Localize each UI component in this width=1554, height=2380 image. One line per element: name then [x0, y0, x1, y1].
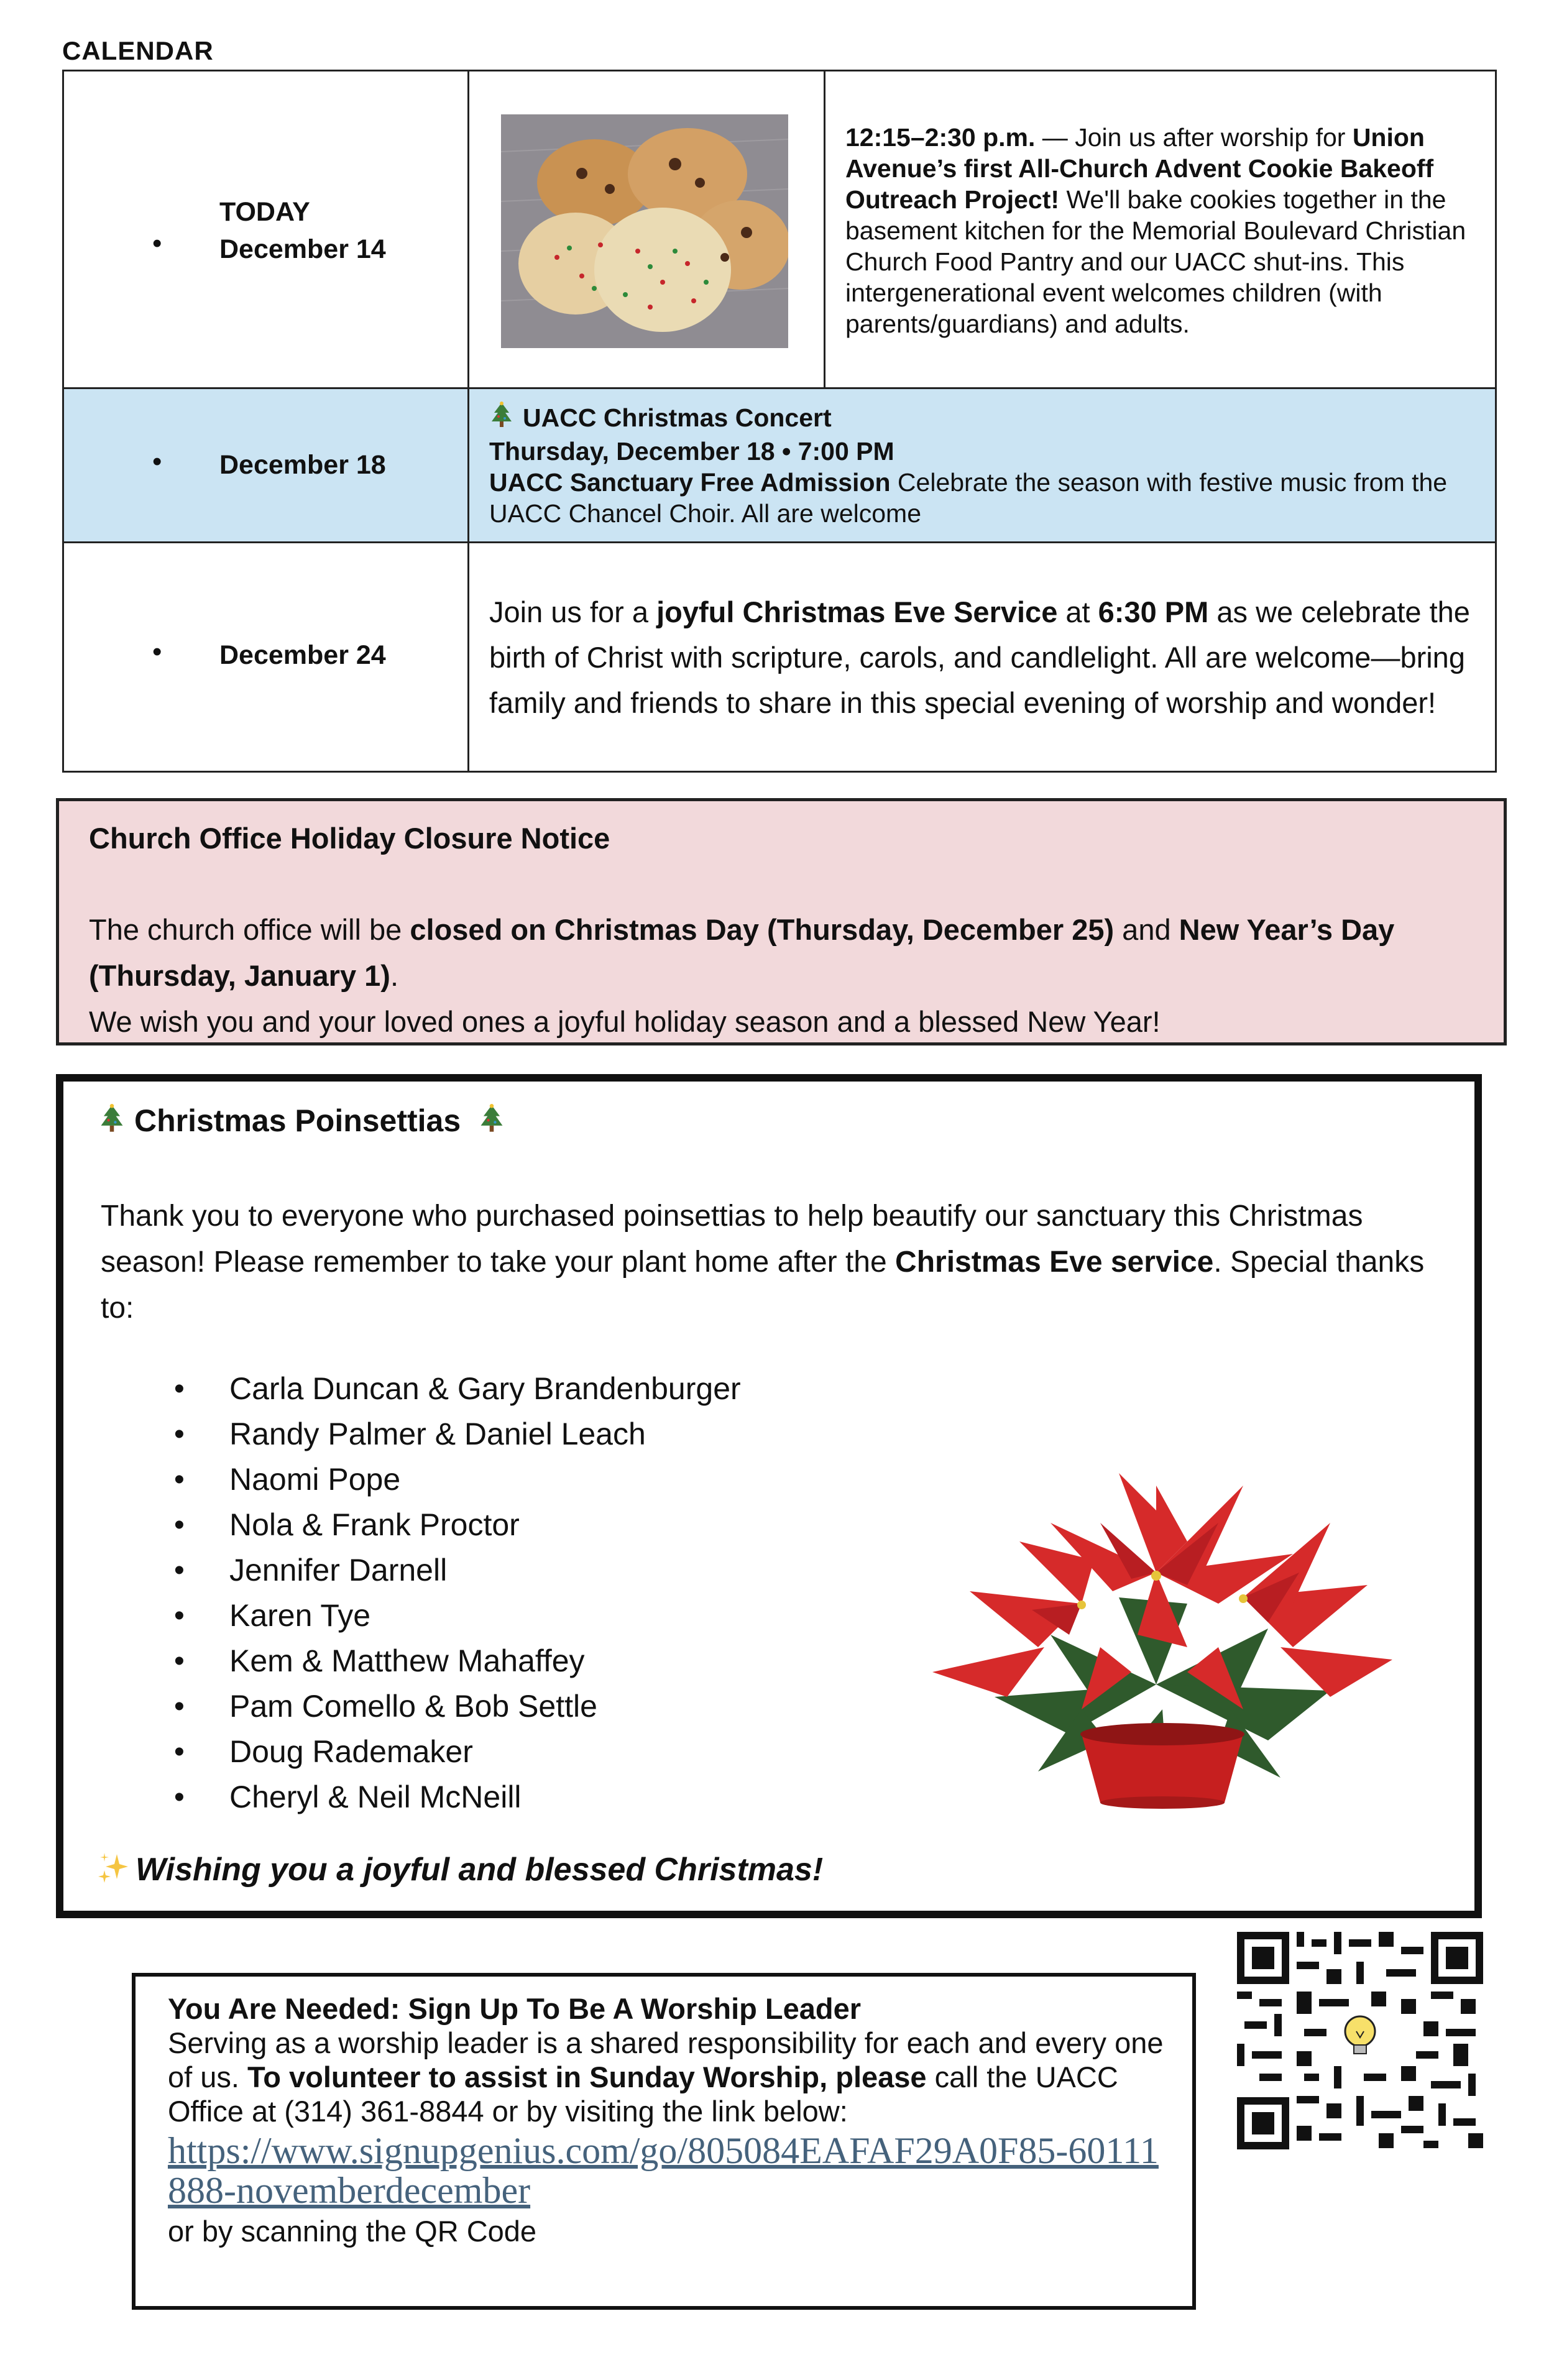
calendar-title: CALENDAR	[62, 36, 214, 65]
cookies-photo	[501, 114, 788, 348]
calendar-row-dec18	[63, 388, 1496, 543]
list-item: • Karen Tye	[174, 1598, 371, 1633]
christmas-tree-icon	[478, 1104, 505, 1141]
worship-leader-box: You Are Needed: Sign Up To Be A Worship Leader Serving as a worship leader is a shared responsibility for each and every one of us. To volunteer to assist in Sunday Worship, please call the UACC Office at (314) 361-8844 or by visiting the link below: https://www.signupgenius.com/go/805084EAFAF29A0F85-60111888-novemberdecember or by scanning the QR Code	[132, 1973, 1196, 2310]
list-item: • Nola & Frank Proctor	[174, 1507, 520, 1542]
poinsettia-photo	[895, 1448, 1417, 1821]
date-label: December 24	[219, 640, 386, 670]
calendar-row-dec24	[63, 543, 1496, 772]
signup-link[interactable]: https://www.signupgenius.com/go/805084EAFAF29A0F85-60111888-novemberdecember	[168, 2130, 1159, 2211]
bullet: •	[152, 636, 162, 667]
closing-wish: Wishing you a joyful and blessed Christmas!	[136, 1852, 824, 1888]
qr-code[interactable]	[1237, 1932, 1483, 2149]
christmas-tree-icon	[98, 1104, 126, 1141]
event-description-dec14: 12:15–2:30 p.m. — Join us after worship for Union Avenue’s first All-Church Advent Cookie Bakeoff Outreach Project! We'll bake cookies together in the basement kitchen for the Memorial Boulevard Christian Church Food Pantry and our UACC shut-ins. This intergenerational event welcomes children (with parents/guardians) and adults.	[825, 71, 1496, 388]
list-item: • Cheryl & Neil McNeill	[174, 1780, 522, 1814]
list-item: • Doug Rademaker	[174, 1734, 473, 1769]
leader-heading: You Are Needed: Sign Up To Be A Worship Leader	[168, 1992, 862, 2025]
date-today-label: TODAY	[219, 197, 310, 227]
date-label: December 14	[219, 234, 386, 264]
office-closure-notice	[56, 798, 1507, 1045]
list-item: • Carla Duncan & Gary Brandenburger	[174, 1371, 741, 1406]
event-time: 12:15–2:30 p.m.	[845, 123, 1036, 152]
closure-body: The church office will be closed on Christmas Day (Thursday, December 25) and New Year’s Day (Thursday, January 1). We wish you and your loved ones a joyful holiday season and a blessed New Year!	[89, 913, 1395, 1038]
christmas-tree-icon	[489, 402, 514, 436]
sparkles-icon	[98, 1852, 129, 1891]
concert-datetime: Thursday, December 18 • 7:00 PM	[489, 437, 894, 466]
event-description-dec18: UACC Christmas Concert Thursday, December 18 • 7:00 PM UACC Sanctuary Free Admission Celebrate the season with festive music from the UACC Chancel Choir. All are welcome	[469, 388, 1496, 543]
list-item: • Jennifer Darnell	[174, 1553, 448, 1587]
qr-instruction: or by scanning the QR Code	[168, 2215, 537, 2248]
list-item: • Kem & Matthew Mahaffey	[174, 1643, 585, 1678]
closure-wishes: We wish you and your loved ones a joyful holiday season and a blessed New Year!	[89, 1005, 1161, 1038]
date-cell-dec24	[63, 543, 469, 772]
concert-title: UACC Christmas Concert	[523, 403, 832, 432]
bullet: •	[152, 228, 162, 259]
concert-venue: UACC Sanctuary Free Admission	[489, 468, 891, 497]
donor-list	[101, 1366, 741, 1820]
event-description-dec24: Join us for a joyful Christmas Eve Service at 6:30 PM as we celebrate the birth of Christ with scripture, carols, and candlelight. All are welcome—bring family and friends to share in this special evening of worship and wonder!	[469, 543, 1496, 772]
closure-heading: Church Office Holiday Closure Notice	[89, 822, 610, 855]
date-cell-dec14	[63, 71, 469, 388]
bullet: •	[152, 446, 162, 477]
date-cell-dec18	[63, 388, 469, 543]
poinsettias-intro: Thank you to everyone who purchased poinsettias to help beautify our sanctuary this Christmas season! Please remember to take your plant home after the Christmas Eve service. Special thanks to:	[101, 1200, 1425, 1325]
list-item: • Naomi Pope	[174, 1462, 401, 1497]
date-label: December 18	[219, 450, 386, 480]
list-item: • Pam Comello & Bob Settle	[174, 1689, 597, 1724]
poinsettias-heading: Christmas Poinsettias	[134, 1103, 461, 1138]
event-title: Union Avenue’s first All-Church Advent Cookie Bakeoff Outreach Project!	[845, 123, 1434, 214]
list-item: • Randy Palmer & Daniel Leach	[174, 1417, 646, 1451]
